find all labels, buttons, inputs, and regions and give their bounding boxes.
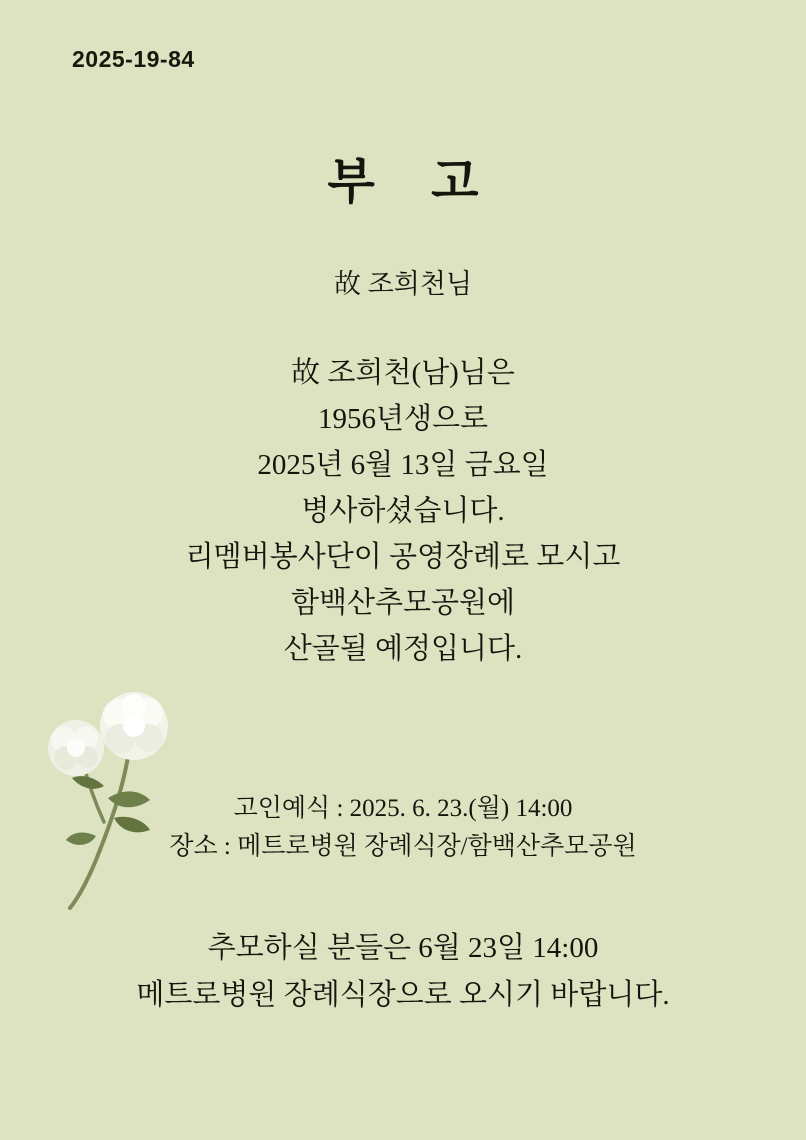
body-line: 리멤버봉사단이 공영장례로 모시고 bbox=[185, 541, 621, 573]
body-line: 2025년 6월 13일 금요일 bbox=[257, 449, 549, 481]
body-line: 함백산추모공원에 bbox=[290, 587, 516, 619]
body-line: 故 조희천(남)님은 bbox=[291, 357, 515, 389]
ceremony-details bbox=[0, 790, 806, 866]
closing-line: 메트로병원 장례식장으로 오시기 바랍니다. bbox=[136, 979, 670, 1011]
document-number: 2025-19-84 bbox=[72, 46, 195, 72]
closing-message bbox=[0, 925, 806, 1019]
obituary-body bbox=[0, 350, 806, 672]
body-line: 병사하셨습니다. bbox=[301, 495, 505, 527]
closing-line: 추모하실 분들은 6월 23일 14:00 bbox=[207, 932, 599, 964]
ceremony-line: 고인예식 : 2025. 6. 23.(월) 14:00 bbox=[233, 795, 573, 822]
page-title: 부 고 bbox=[327, 154, 501, 209]
body-line: 산골될 예정입니다. bbox=[283, 633, 523, 665]
body-line: 1956년생으로 bbox=[317, 403, 489, 435]
ceremony-line: 장소 : 메트로병원 장례식장/함백산추모공원 bbox=[169, 833, 637, 860]
deceased-name: 故 조희천님 bbox=[333, 269, 473, 299]
